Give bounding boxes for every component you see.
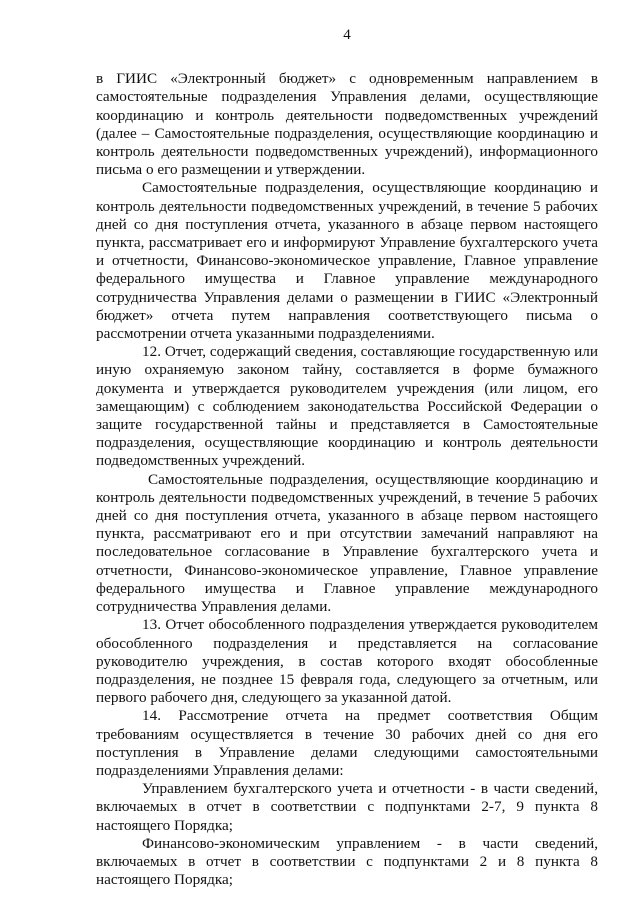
paragraph-item-14: 14. Рассмотрение отчета на предмет соответствия Общим требованиям осуществляется в течение 30 рабочих дней со дня его поступления в Управление делами следующими самостоятельными подразделениями Управления делами: (96, 707, 598, 779)
paragraph-continuation: в ГИИС «Электронный бюджет» с одновременным направлением в самостоятельные подразделения Управления делами, осуществляющие координацию и контроль деятельности подведомственных учреждений (далее – Самостоятельные подразделения, осуществляющие координацию и контроль деятельности подведомственных учреждений), информационного письма о его размещении и утверждении. (96, 70, 598, 179)
paragraph-review-approval: Самостоятельные подразделения, осуществляющие координацию и контроль деятельности подведомственных учреждений, в течение 5 рабочих дней со дня поступления отчета, указанного в абзаце первом настоящего пункта, рассматривают его и при отсутствии замечаний направляют на последовательное согласование в Управление бухгалтерского учета и отчетности, Финансово-экономическое управление, Главное управление федерального имущества и Главное управление международного сотрудничества Управления делами. (96, 470, 598, 616)
paragraph-review-info: Самостоятельные подразделения, осуществляющие координацию и контроль деятельности подведомственных учреждений, в течение 5 рабочих дней со дня поступления отчета, указанного в абзаце первом настоящего пункта, рассматривает его и информируют Управление бухгалтерского учета и отчетности, Финансово-экономическое управление, Главное управление федерального имущества и Главное управление международного сотрудничества Управления делами о размещении в ГИИС «Электронный бюджет» отчета путем направления соответствующего письма о рассмотрении отчета указанными подразделениями. (96, 179, 598, 343)
page-number: 4 (343, 27, 351, 43)
paragraph-item-12: 12. Отчет, содержащий сведения, составляющие государственную или иную охраняемую законом тайну, составляется в форме бумажного документа и утверждается руководителем учреждения (или лицом, его замещающим) с соблюдением законодательства Российской Федерации о защите государственной тайны и представляется в Самостоятельные подразделения, осуществляющие координацию и контроль деятельности подведомственных учреждений. (96, 343, 598, 470)
paragraph-finance-department: Финансово-экономическим управлением - в части сведений, включаемых в отчет в соответствии с подпунктами 2 и 8 пункта 8 настоящего Порядка; (96, 834, 598, 889)
paragraph-item-13: 13. Отчет обособленного подразделения утверждается руководителем обособленного подразделения и представляется на согласование руководителю учреждения, в состав которого входят обособленные подразделения, не позднее 15 февраля года, следующего за отчетным, или первого рабочего дня, следующего за указанной датой. (96, 616, 598, 707)
paragraph-accounting-department: Управлением бухгалтерского учета и отчетности - в части сведений, включаемых в отчет в соответствии с подпунктами 2-7, 9 пункта 8 настоящего Порядка; (96, 780, 598, 834)
